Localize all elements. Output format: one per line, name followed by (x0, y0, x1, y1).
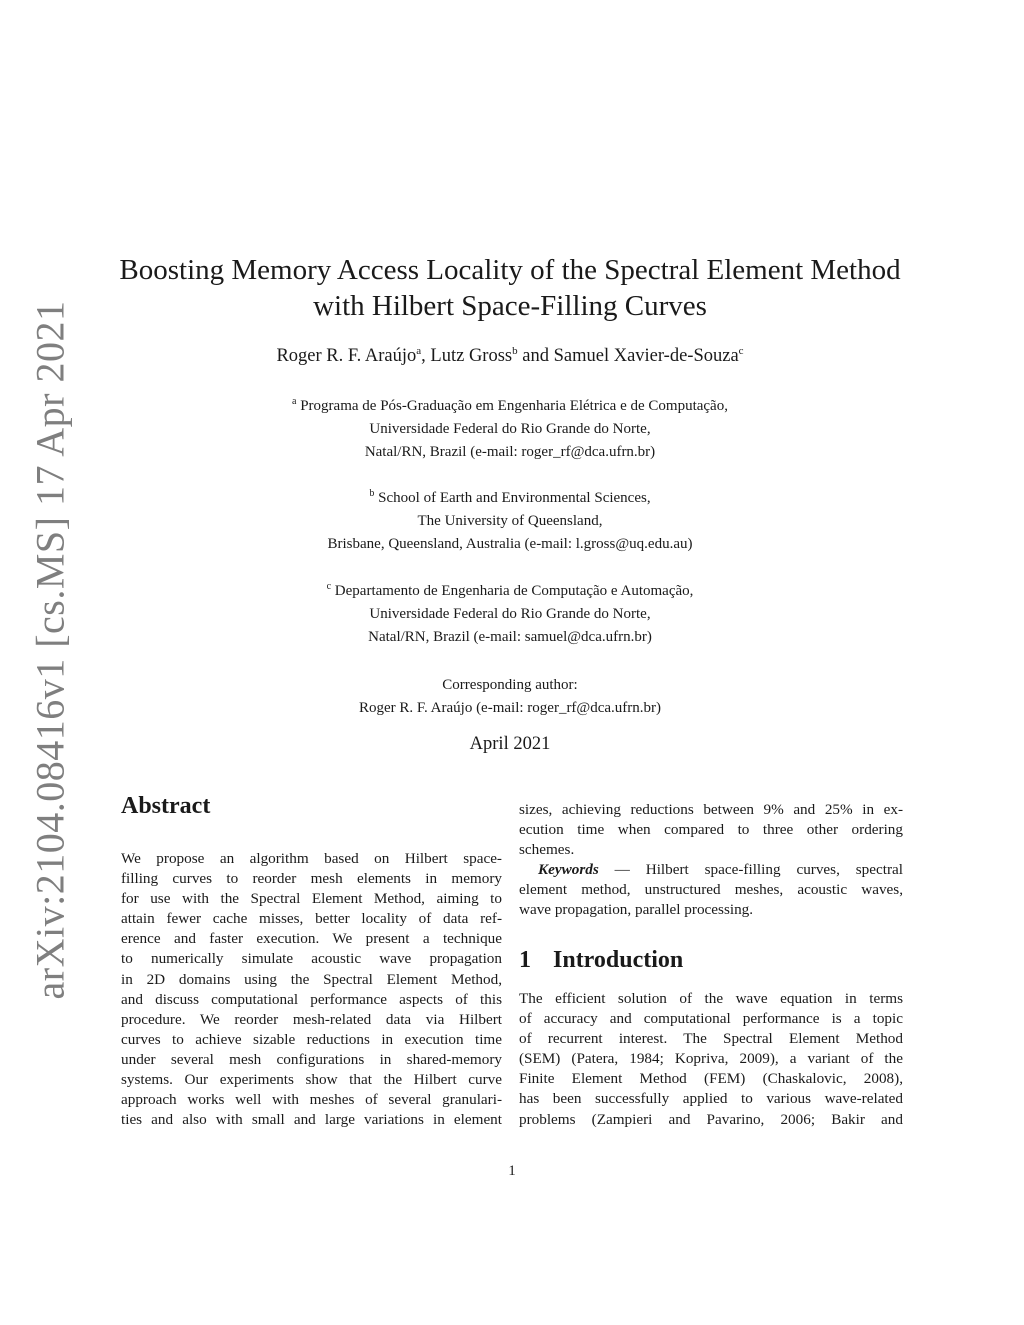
affiliation-c (110, 580, 910, 649)
abstract-line: procedure. We reorder mesh-related data via Hilbert (121, 1010, 502, 1028)
abstract-line: schemes. (519, 841, 575, 859)
affiliation-line: Natal/RN, Brazil (e-mail: samuel@dca.ufrn.br) (368, 629, 652, 645)
affiliation-mark: c (326, 581, 332, 592)
introduction-heading (519, 947, 683, 974)
introduction-line: Finite Element Method (FEM) (Chaskalovic, 2008), (519, 1070, 903, 1088)
author-name: Lutz Gross (430, 346, 513, 366)
abstract-line: filling curves to reorder mesh elements in memory (121, 870, 502, 888)
paper-title-line-2: with Hilbert Space-Filling Curves (313, 290, 707, 322)
corresponding-author (110, 674, 910, 720)
introduction-line: problems (Zampieri and Pavarino, 2006; Bakir and (519, 1110, 903, 1128)
abstract-line: erence and faster execution. We present a technique (121, 930, 502, 948)
author-affiliation-mark: c (738, 345, 744, 357)
author-affiliation-mark: b (512, 345, 518, 357)
author-affiliation-mark: a (416, 345, 422, 357)
page-number: 1 (508, 1163, 516, 1179)
abstract-line: approach works well with meshes of several granulari- (121, 1091, 502, 1109)
affiliation-line: Universidade Federal do Rio Grande do Norte, (369, 421, 651, 437)
author-separator: and (517, 346, 554, 366)
affiliation-line: $^c$ Departamento de Engenharia de Computação e Automação, (326, 581, 694, 599)
abstract-line: and discuss computational performance aspects of this (121, 990, 502, 1008)
corresponding-author-label: Corresponding author: (442, 677, 578, 693)
author-list (110, 344, 910, 368)
introduction-body (519, 989, 903, 1130)
abstract-continued (519, 800, 903, 860)
affiliation-line: The University of Queensland, (417, 513, 603, 529)
author-separator: , (421, 346, 431, 366)
abstract-body (121, 849, 502, 1130)
abstract-line: in 2D domains using the Spectral Element Method, (121, 970, 502, 988)
introduction-line: (SEM) (Patera, 1984; Kopriva, 2009), a variant of the (519, 1050, 903, 1068)
keywords-line: element method, unstructured meshes, acoustic waves, (519, 881, 903, 899)
keywords-label: Keywords (538, 861, 599, 878)
introduction-line: has been successfully applied to various wave-related (519, 1090, 903, 1108)
paper-title-line-1: Boosting Memory Access Locality of the Spectral Element Method (119, 254, 901, 286)
abstract-line: curves to achieve sizable reductions in execution time (121, 1030, 502, 1048)
affiliation-line: Natal/RN, Brazil (e-mail: roger_rf@dca.ufrn.br) (364, 444, 656, 460)
publication-date: April 2021 (469, 734, 551, 754)
author-name: Samuel Xavier-de-Souza (553, 346, 739, 366)
introduction-line: of accuracy and computational performance is a topic (519, 1010, 903, 1028)
keywords-block (519, 860, 903, 920)
affiliation-mark: b (369, 488, 375, 499)
section-title: Introduction (553, 947, 684, 973)
keywords-line (519, 860, 903, 880)
abstract-line: attain fewer cache misses, better locality of data ref- (121, 910, 502, 928)
affiliation-line: Brisbane, Queensland, Australia (e-mail: l.gross@uq.edu.au) (327, 536, 693, 552)
introduction-line: of recurrent interest. The Spectral Element Method (519, 1030, 903, 1048)
abstract-line: under several mesh configurations in shared-memory (121, 1050, 502, 1068)
keywords-line: wave propagation, parallel processing. (519, 901, 754, 919)
affiliation-line: $^b$ School of Earth and Environmental Sciences, (369, 488, 651, 506)
affiliation-line: Universidade Federal do Rio Grande do Norte, (369, 606, 651, 622)
abstract-line: to numerically simulate acoustic wave propagation (121, 950, 502, 968)
arxiv-identifier-stamp: arXiv:2104.08416v1 [cs.MS] 17 Apr 2021 (27, 300, 73, 1000)
abstract-heading: Abstract (121, 793, 211, 819)
abstract-line: ecution time when compared to three other ordering (519, 821, 903, 839)
section-number: 1 (519, 947, 531, 973)
abstract-line: sizes, achieving reductions between 9% and 25% in ex- (519, 801, 903, 818)
affiliation-line: $^a$ Programa de Pós-Graduação em Engenharia Elétrica e de Computação, (292, 396, 728, 414)
affiliation-b (110, 487, 910, 556)
corresponding-author-contact: Roger R. F. Araújo (e-mail: roger_rf@dca.ufrn.br) (358, 700, 662, 716)
abstract-line: We propose an algorithm based on Hilbert space- (121, 850, 502, 867)
author-name: Roger R. F. Araújo (276, 346, 417, 366)
introduction-line: The efficient solution of the wave equation in terms (519, 990, 903, 1007)
keywords-dash: — (598, 861, 646, 878)
affiliation-a (110, 395, 910, 464)
affiliation-mark: a (292, 396, 297, 407)
paper-title (110, 252, 910, 324)
abstract-line: systems. Our experiments show that the Hilbert curve (121, 1071, 502, 1089)
keywords-text: Hilbert space-filling curves, spectral (645, 861, 904, 878)
abstract-line: ties and also with small and large variations in element (121, 1111, 502, 1129)
abstract-line: for use with the Spectral Element Method, aiming to (121, 890, 502, 908)
